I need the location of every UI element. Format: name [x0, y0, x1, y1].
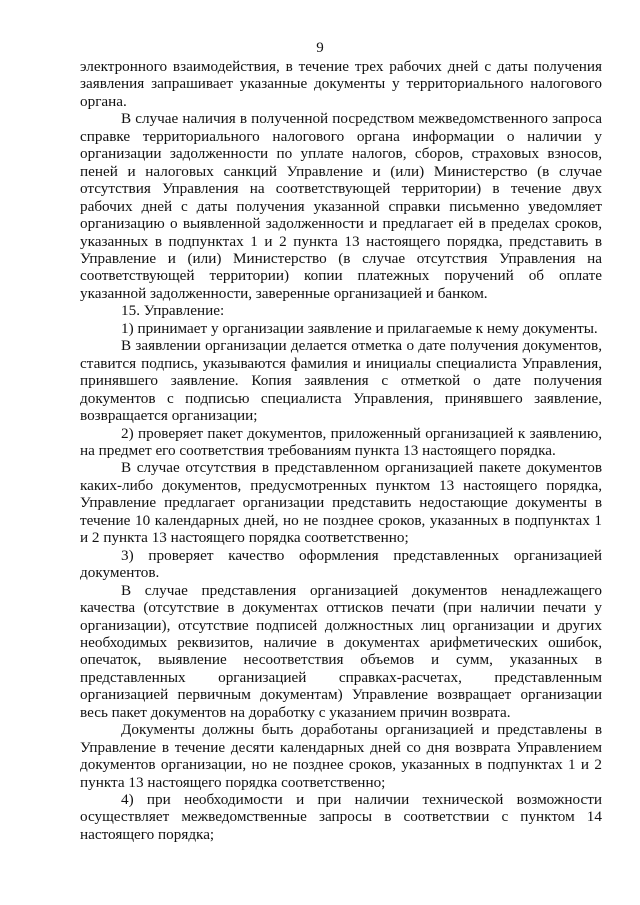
paragraph-continuation: электронного взаимодействия, в течение трех рабочих дней с даты получения заявления запрашивает указанные документы у территориального налогового органа.: [80, 58, 602, 110]
paragraph-item-15-3: 3) проверяет качество оформления представленных организацией документов.: [80, 546, 602, 582]
page-number: 9: [316, 40, 324, 56]
paragraph-receipt-mark: В заявлении организации делается отметка о дате получения документов, ставится подпись, указываются фамилия и инициалы специалиста Управления, принявшего заявление. Копия заявления с отметкой о дате получения документов с подписью специалиста Управления, принявшего заявление, возвращается организации;: [80, 337, 602, 425]
paragraph-item-15-heading: 15. Управление:: [121, 302, 225, 320]
paragraph-poor-quality: В случае представления организацией документов ненадлежащего качества (отсутствие в документах оттисков печати (при наличии печати у организации), отсутствие подписей должностных лиц организации и других необходимых реквизитов, наличие в документах арифметических ошибок, опечаток, выявление несоответствия объемов и сумм, указанных в представленных организацией справках-расчетах, представленным организацией первичным документам) Управление возвращает организации весь пакет документов на доработку с указанием причин возврата.: [80, 581, 602, 721]
paragraph-item-15-4: 4) при необходимости и при наличии технической возможности осуществляет межведомственные запросы в соответствии с пунктом 14 настоящего порядка;: [80, 791, 602, 843]
paragraph-item-15-1: 1) принимает у организации заявление и прилагаемые к нему документы.: [121, 319, 598, 337]
paragraph-tax-debt-notice: В случае наличия в полученной посредством межведомственного запроса справке территориального налогового органа информации о наличии у организации задолженности по уплате налогов, сборов, страховых взносов, пеней и налоговых санкций Управление и (или) Министерство (в случае отсутствия Управления на соответствующей территории) в течение двух рабочих дней с даты получения указанной справки письменно уведомляет организацию о выявленной задолженности и предлагает ей в пределах сроков, указанных в подпунктах 1 и 2 пункта 13 настоящего порядка, представить в Управление и (или) Министерство (в случае отсутствия Управления на соответствующей территории) копии платежных поручений об оплате указанной задолженности, заверенные организацией и банком.: [80, 110, 602, 302]
paragraph-resubmission: Документы должны быть доработаны организацией и представлены в Управление в течение десяти календарных дней со дня возврата Управлением документов организации, но не позднее сроков, указанных в подпунктах 1 и 2 пункта 13 настоящего порядка соответственно;: [80, 721, 602, 791]
paragraph-missing-documents: В случае отсутствия в представленном организацией пакете документов каких-либо документов, предусмотренных пунктом 13 настоящего порядка, Управление предлагает организации представить недостающие документы в течение 10 календарных дней, но не позднее сроков, указанных в подпунктах 1 и 2 пункта 13 настоящего порядка соответственно;: [80, 459, 602, 547]
paragraph-item-15-2: 2) проверяет пакет документов, приложенный организацией к заявлению, на предмет его соответствия требованиям пункта 13 настоящего порядка.: [80, 424, 602, 459]
document-body: [80, 58, 602, 843]
